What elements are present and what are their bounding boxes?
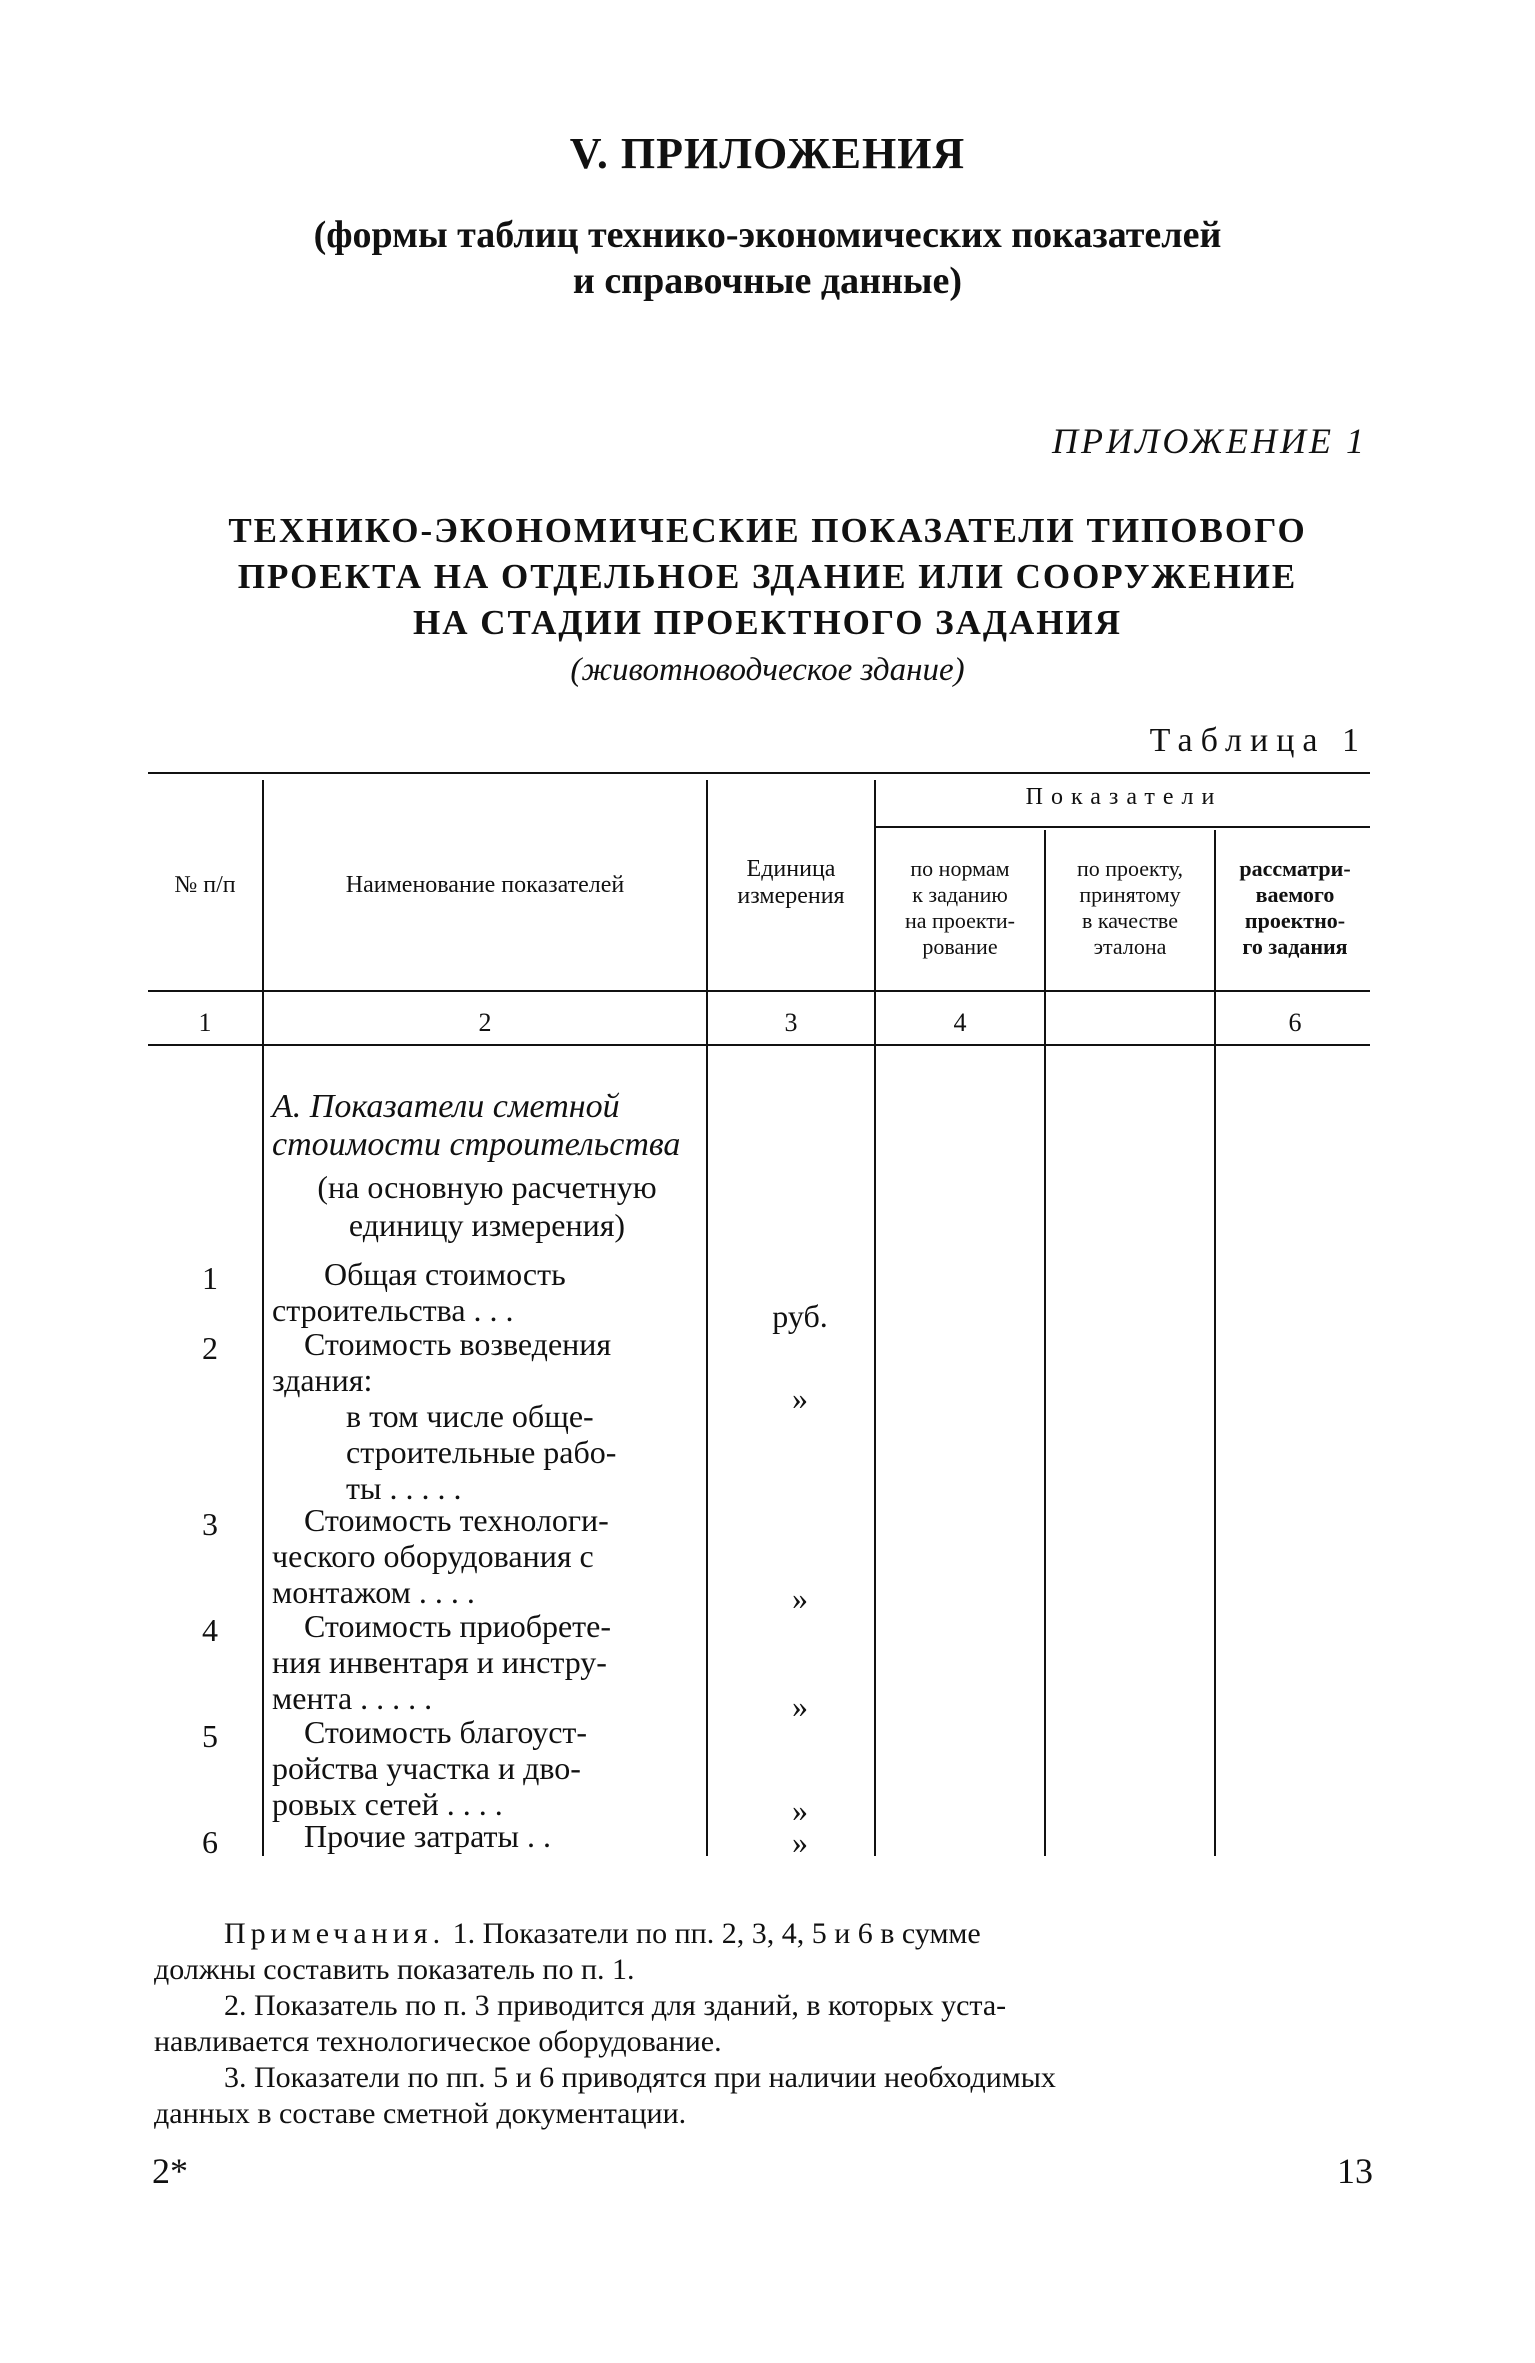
row-5-num: 5 [202, 1718, 218, 1754]
table-top-rule [148, 772, 1370, 774]
col-sep-3 [874, 780, 876, 1856]
row-1-name-line2: строительства . . . [272, 1292, 514, 1328]
row-3-name-line1: Стоимость технологи- [304, 1502, 609, 1538]
section-title: V. ПРИЛОЖЕНИЯ [569, 129, 966, 178]
note-3: 3. Показатели по пп. 5 и 6 приводятся при наличии необходимых [224, 2061, 1056, 2094]
header-bottom-rule [148, 990, 1370, 992]
row-3-name-line3: монтажом . . . . [272, 1574, 475, 1610]
row-2-sub-line1: в том числе обще- [346, 1398, 594, 1434]
header-col5-line4: эталона [1093, 934, 1167, 959]
header-col4-line1: по нормам [910, 856, 1010, 881]
header-col4-line4: рование [922, 934, 998, 959]
note-1-cont: должны составить показатель по п. 1. [154, 1953, 635, 1986]
section-subtitle-line1: (формы таблиц технико-экономических показателей [313, 214, 1222, 256]
row-2-unit: » [792, 1380, 808, 1416]
row-2-name-line1: Стоимость возведения [304, 1326, 612, 1362]
header-name: Наименование показателей [345, 872, 625, 898]
section-subtitle-line2: и справочные данные) [572, 260, 963, 302]
notes-label: Примечания. [224, 1917, 446, 1950]
row-4-name-line2: ния инвентаря и инстру- [272, 1644, 607, 1680]
note-2-cont: навливается технологическое оборудование. [154, 2025, 722, 2058]
colnum-bottom-rule [148, 1044, 1370, 1046]
row-6-name-line1: Прочие затраты . . [304, 1818, 551, 1854]
document-title-line3: НА СТАДИИ ПРОЕКТНОГО ЗАДАНИЯ [412, 603, 1123, 642]
column-number-2: 2 [478, 1008, 492, 1037]
header-col6-line4: го задания [1242, 934, 1348, 959]
header-col5-line3: в качестве [1082, 908, 1178, 933]
row-5-name-line2: ройства участка и дво- [272, 1750, 581, 1786]
header-unit-line2: измерения [737, 883, 845, 909]
row-6-unit: » [792, 1824, 808, 1860]
document-title [0, 508, 1535, 646]
row-2-name [272, 1326, 702, 1398]
row-1-name-line1: Общая стоимость [324, 1256, 566, 1292]
section-a-note-line1: (на основную расчетную [317, 1169, 657, 1205]
section-a-note [272, 1168, 702, 1244]
note-2: 2. Показатель по п. 3 приводится для зданий, в которых уста- [224, 1989, 1007, 2022]
notes [154, 1916, 1374, 2132]
appendix-label: ПРИЛОЖЕНИЕ 1 [1052, 421, 1367, 461]
column-number-3: 3 [784, 1008, 798, 1037]
section-subtitle [0, 212, 1535, 304]
header-col4-line2: к заданию [912, 882, 1008, 907]
column-number-1: 1 [198, 1008, 212, 1037]
section-a-heading [272, 1088, 702, 1164]
row-4-name-line3: мента . . . . . [272, 1680, 433, 1716]
row-5-unit: » [792, 1792, 808, 1828]
header-col6-line3: проектно- [1244, 908, 1346, 933]
row-3-name-line2: ческого оборудования с [272, 1538, 594, 1574]
table-label: Таблица 1 [1149, 722, 1367, 759]
row-1-name [272, 1256, 702, 1328]
row-6-num: 6 [202, 1824, 218, 1860]
section-a-heading-line1: А. Показатели сметной [272, 1088, 620, 1125]
row-5-name-line3: ровых сетей . . . . [272, 1786, 503, 1822]
section-a-heading-line2: стоимости строительства [272, 1126, 681, 1163]
column-number-4: 4 [953, 1008, 967, 1037]
note-1: 1. Показатели по пп. 2, 3, 4, 5 и 6 в сумме [452, 1917, 981, 1950]
header-group: Показатели [1025, 784, 1223, 810]
row-2-sub [272, 1398, 702, 1506]
document-subtitle: (животноводческое здание) [570, 652, 965, 688]
row-2-sub-line2: строительные рабо- [346, 1434, 617, 1470]
row-4-name-line1: Стоимость приобрете- [304, 1608, 612, 1644]
row-3-unit: » [792, 1580, 808, 1616]
row-3-name [272, 1502, 702, 1610]
col-sep-4 [1044, 830, 1046, 1856]
group-underline [876, 826, 1370, 828]
document-title-line2: ПРОЕКТА НА ОТДЕЛЬНОЕ ЗДАНИЕ ИЛИ СООРУЖЕНИЕ [237, 557, 1298, 596]
column-number-6: 6 [1288, 1008, 1302, 1037]
col-sep-2 [706, 780, 708, 1856]
col-sep-5 [1214, 830, 1216, 1856]
page-number: 13 [1337, 2151, 1373, 2191]
note-3-cont: данных в составе сметной документации. [154, 2097, 687, 2130]
header-col4 [878, 856, 1042, 960]
row-1-unit: руб. [772, 1298, 828, 1334]
row-3-num: 3 [202, 1506, 218, 1542]
row-2-num: 2 [202, 1330, 218, 1366]
header-col6-line2: ваемого [1255, 882, 1335, 907]
header-num: № п/п [174, 872, 236, 898]
header-unit [710, 856, 872, 910]
row-1-num: 1 [202, 1260, 218, 1296]
header-col6 [1218, 856, 1372, 960]
row-4-num: 4 [202, 1612, 218, 1648]
row-4-unit: » [792, 1688, 808, 1724]
header-unit-line1: Единица [746, 856, 836, 882]
header-col5-line1: по проекту, [1076, 856, 1184, 881]
signature-mark: 2* [152, 2151, 188, 2191]
row-6-name [272, 1818, 702, 1854]
section-a-note-line2: единицу измерения) [348, 1207, 626, 1243]
col-sep-1 [262, 780, 264, 1856]
header-col5-line2: принятому [1079, 882, 1181, 907]
row-5-name [272, 1714, 702, 1822]
row-2-sub-line3: ты . . . . . [346, 1470, 462, 1506]
header-col6-line1: рассматри- [1239, 856, 1351, 881]
document-title-line1: ТЕХНИКО-ЭКОНОМИЧЕСКИЕ ПОКАЗАТЕЛИ ТИПОВОГО [228, 511, 1307, 550]
header-col4-line3: на проекти- [905, 908, 1015, 933]
header-col5 [1048, 856, 1212, 960]
row-2-name-line2: здания: [272, 1362, 373, 1398]
row-4-name [272, 1608, 702, 1716]
row-5-name-line1: Стоимость благоуст- [304, 1714, 588, 1750]
